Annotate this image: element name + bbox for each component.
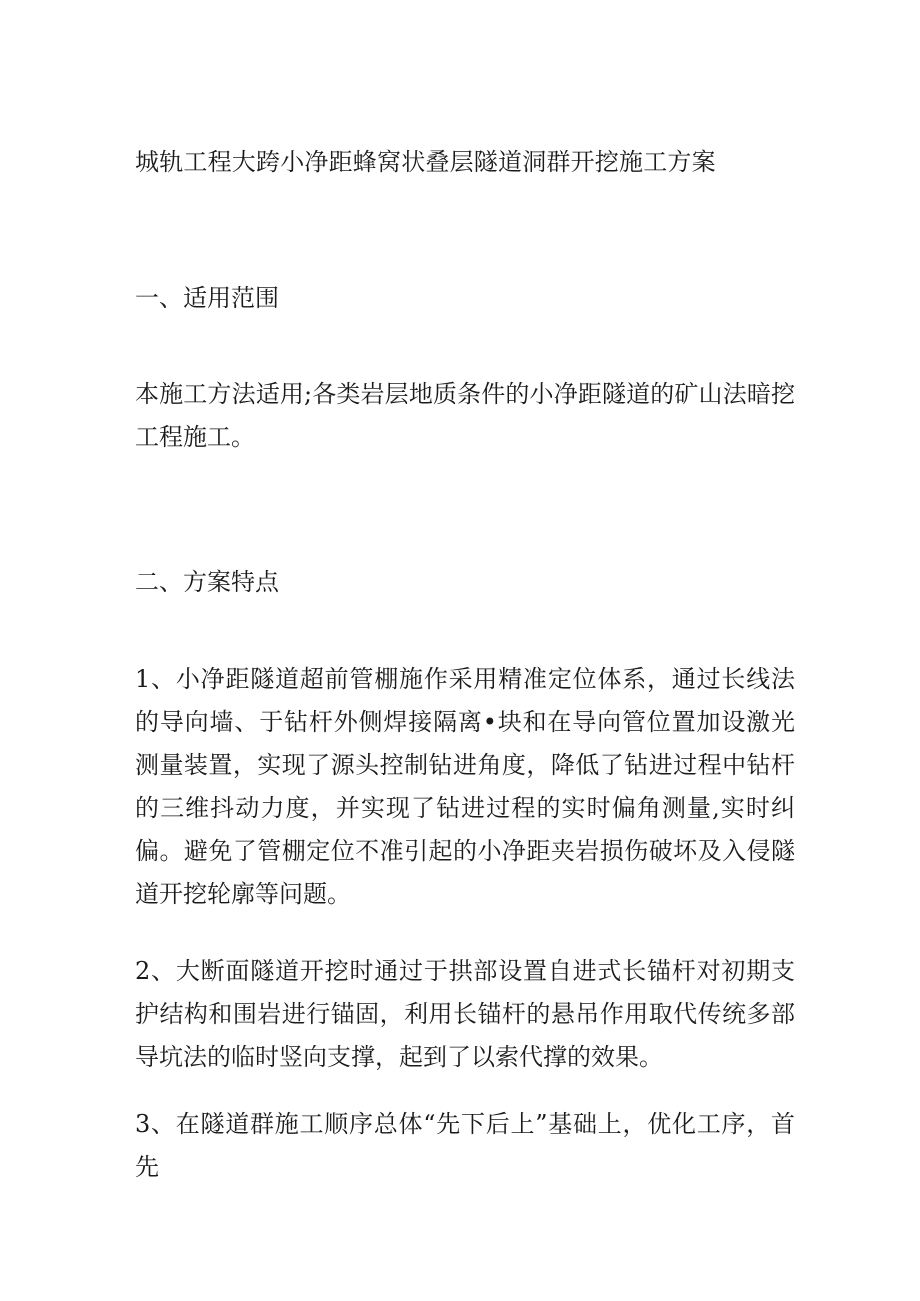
scope-paragraph: 本施工方法适用;各类岩层地质条件的小净距隧道的矿山法暗挖工程施工。 bbox=[135, 380, 795, 451]
feature-paragraph-3: 3、在隧道群施工顺序总体“先下后上”基础上，优化工序，首先 bbox=[135, 1110, 795, 1181]
section-heading-scope: 一、适用范围 bbox=[135, 284, 279, 312]
feature-paragraph-2: 2、大断面隧道开挖时通过于拱部设置自进式长锚杆对初期支护结构和围岩进行锚固，利用长锚杆的悬吊作用取代传统多部导坑法的临时竖向支撑，起到了以索代撑的效果。 bbox=[135, 957, 795, 1071]
section-heading-features: 二、方案特点 bbox=[135, 568, 279, 596]
document-title: 城轨工程大跨小净距蜂窝状叠层隧道洞群开挖施工方案 bbox=[135, 148, 716, 176]
feature-paragraph-1: 1、小净距隧道超前管棚施作采用精准定位体系，通过长线法的导向墙、于钻杆外侧焊接隔离•块和在导向管位置加设激光测量装置，实现了源头控制钻进角度，降低了钻进过程中钻杆的三维抖动力度，并实现了钻进过程的实时偏角测量,实时纠偏。避免了管棚定位不准引起的小净距夹岩损伤破坏及入侵隧道开挖轮廓等问题。 bbox=[135, 665, 795, 908]
